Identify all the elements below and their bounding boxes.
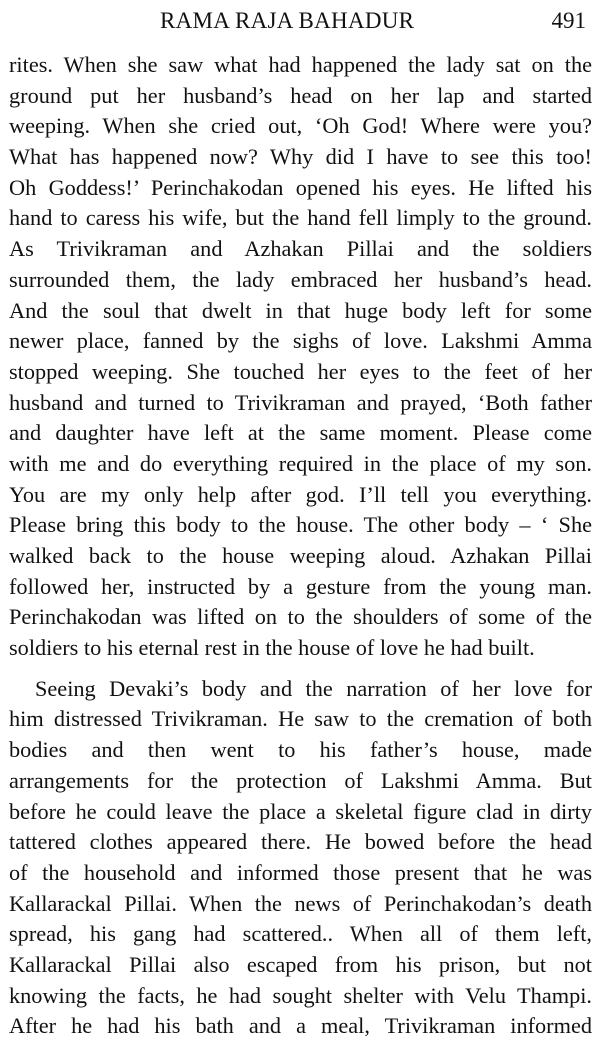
text-line: tattered clothes appeared there. He bowed before the head [9,829,592,855]
text-line: with me and do everything required in the place of my son. [9,450,592,476]
text-line: What has happened now? Why did I have to see this too! [9,144,592,170]
text-line: newer place, fanned by the sighs of love. Lakshmi Amma [9,328,592,354]
text-line: Please bring this body to the house. The other body – ‘ She [9,512,592,538]
text-line: As Trivikraman and Azhakan Pillai and the soldiers [9,236,592,262]
page-number: 491 [551,8,586,33]
text-line: walked back to the house weeping aloud. Azhakan Pillai [9,543,592,568]
text-line: And the soul that dwelt in that huge body left for some [9,297,592,323]
text-line: and daughter have left at the same moment. Please come [9,420,592,446]
text-line: bodies and then went to his father’s house, made [9,737,592,763]
text-line: arrangements for the protection of Lakshmi Amma. But [9,767,592,793]
text-line: ground put her husband’s head on her lap and started [9,82,592,108]
text-line: husband and turned to Trivikraman and prayed, ‘Both father [9,389,592,415]
paragraph-1 [9,50,592,664]
text-line: Oh Goddess!’ Perinchakodan opened his eyes. He lifted his [9,174,592,200]
text-line: rites. When she saw what had happened the lady sat on the [9,52,592,77]
text-line: spread, his gang had scattered.. When all of them left, [9,921,592,947]
text-line: Seeing Devaki’s body and the narration of her love for [35,675,592,701]
body-text [9,50,592,1042]
running-title: RAMA RAJA BAHADUR [160,8,415,33]
text-line: hand to caress his wife, but the hand fell limply to the ground. [9,205,592,231]
text-line: of the household and informed those present that he was [9,859,592,885]
text-line: stopped weeping. She touched her eyes to the feet of her [9,358,592,384]
text-line: before he could leave the place a skeletal figure clad in dirty [9,798,592,824]
text-line: soldiers to his eternal rest in the house of love he had built. [9,635,535,661]
running-header [0,6,600,36]
text-line: Kallarackal Pillai. When the news of Perinchakodan’s death [9,890,592,916]
text-line: Perinchakodan was lifted on to the shoulders of some of the [9,604,592,630]
paragraph-2 [9,674,592,1042]
text-line: him distressed Trivikraman. He saw to the cremation of both [9,706,592,732]
paragraph-spacer [9,664,592,674]
text-line: knowing the facts, he had sought shelter with Velu Thampi. [9,982,592,1008]
text-line: weeping. When she cried out, ‘Oh God! Where were you? [9,113,592,139]
text-line: followed her, instructed by a gesture from the young man. [9,573,592,599]
text-line: surrounded them, the lady embraced her husband’s head. [9,266,592,292]
text-line: You are my only help after god. I’ll tell you everything. [9,481,592,507]
text-line: After he had his bath and a meal, Trivikraman informed [9,1013,592,1039]
text-line: Kallarackal Pillai also escaped from his prison, but not [9,951,592,977]
